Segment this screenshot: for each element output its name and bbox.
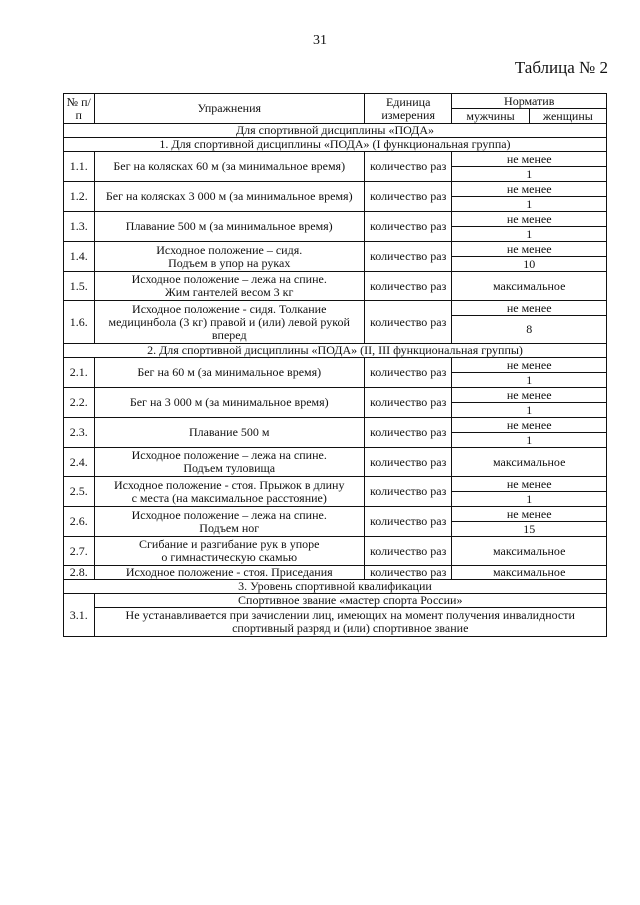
row-num: 1.3.	[64, 212, 95, 242]
row-num: 1.6.	[64, 301, 95, 344]
row-norm-top: не менее	[452, 301, 607, 316]
table-row	[64, 242, 607, 257]
rank-subtitle: Спортивное звание «мастер спорта России»	[94, 594, 607, 608]
row-norm-top: не менее	[452, 418, 607, 433]
row-norm-value: 1	[452, 492, 607, 507]
row-unit: количество раз	[364, 388, 451, 418]
table-row	[64, 418, 607, 433]
table-row	[64, 388, 607, 403]
table-row	[64, 507, 607, 522]
discipline-title: Для спортивной дисциплины «ПОДА»	[64, 124, 607, 138]
row-num: 1.1.	[64, 152, 95, 182]
row-norm-value: 1	[452, 197, 607, 212]
row-num: 2.2.	[64, 388, 95, 418]
row-norm-value: 1	[452, 167, 607, 182]
row-unit: количество раз	[364, 182, 451, 212]
row-num: 2.5.	[64, 477, 95, 507]
row-num: 2.7.	[64, 537, 95, 566]
table-row	[64, 152, 607, 167]
row-norm-top: не менее	[452, 358, 607, 373]
row-exercise: Бег на 3 000 м (за минимальное время)	[94, 388, 364, 418]
row-exercise: Бег на 60 м (за минимальное время)	[94, 358, 364, 388]
section-title: 2. Для спортивной дисциплины «ПОДА» (II, III функциональная группы)	[64, 344, 607, 358]
row-unit: количество раз	[364, 212, 451, 242]
row-exercise: Исходное положение – лежа на спине. Подъем ног	[94, 507, 364, 537]
row-exercise: Бег на колясках 60 м (за минимальное время)	[94, 152, 364, 182]
row-num: 2.1.	[64, 358, 95, 388]
row-norm-value: 10	[452, 257, 607, 272]
row-unit: количество раз	[364, 301, 451, 344]
row-norm: максимальное	[452, 272, 607, 301]
row-norm: максимальное	[452, 448, 607, 477]
table-row	[64, 272, 607, 301]
table-title: Таблица № 2	[514, 58, 608, 77]
row-unit: количество раз	[364, 358, 451, 388]
table-row	[64, 566, 607, 580]
header-norm: Норматив	[452, 94, 607, 109]
page-number: 31	[313, 33, 327, 48]
section-title: 1. Для спортивной дисциплины «ПОДА» (I функциональная группа)	[64, 138, 607, 152]
row-exercise: Исходное положение – лежа на спине. Подъем туловища	[94, 448, 364, 477]
table-row	[64, 301, 607, 316]
row-norm-top: не менее	[452, 182, 607, 197]
table-row	[64, 182, 607, 197]
row-norm-value: 8	[452, 316, 607, 344]
table-row	[64, 537, 607, 566]
row-exercise: Исходное положение - стоя. Прыжок в длину с места (на максимальное расстояние)	[94, 477, 364, 507]
row-norm-top: не менее	[452, 388, 607, 403]
row-unit: количество раз	[364, 566, 451, 580]
row-exercise: Бег на колясках 3 000 м (за минимальное время)	[94, 182, 364, 212]
header-exercise: Упражнения	[94, 94, 364, 124]
row-num: 1.2.	[64, 182, 95, 212]
row-unit: количество раз	[364, 477, 451, 507]
row-unit: количество раз	[364, 448, 451, 477]
row-norm-top: не менее	[452, 212, 607, 227]
row-exercise: Сгибание и разгибание рук в упоре о гимнастическую скамью	[94, 537, 364, 566]
table-row	[64, 594, 607, 608]
row-exercise: Исходное положение – сидя. Подъем в упор на руках	[94, 242, 364, 272]
row-unit: количество раз	[364, 537, 451, 566]
row-num: 2.4.	[64, 448, 95, 477]
row-norm-value: 15	[452, 522, 607, 537]
row-exercise: Плавание 500 м (за минимальное время)	[94, 212, 364, 242]
row-num: 1.4.	[64, 242, 95, 272]
row-exercise: Исходное положение – лежа на спине. Жим гантелей весом 3 кг	[94, 272, 364, 301]
row-norm: максимальное	[452, 537, 607, 566]
row-exercise: Плавание 500 м	[94, 418, 364, 448]
row-unit: количество раз	[364, 418, 451, 448]
row-norm-value: 1	[452, 373, 607, 388]
row-num: 3.1.	[64, 594, 95, 637]
header-num: № п/п	[64, 94, 95, 124]
table-row	[64, 212, 607, 227]
header-women: женщины	[529, 109, 606, 124]
rank-text: Не устанавливается при зачислении лиц, имеющих на момент получения инвалидности спортивный разряд и (или) спортивное звание	[94, 608, 607, 637]
row-exercise: Исходное положение - сидя. Толкание медицинбола (3 кг) правой и (или) левой рукой вперед	[94, 301, 364, 344]
row-norm-value: 1	[452, 227, 607, 242]
header-men: мужчины	[452, 109, 529, 124]
row-unit: количество раз	[364, 242, 451, 272]
row-num: 2.8.	[64, 566, 95, 580]
row-norm-top: не менее	[452, 242, 607, 257]
row-num: 1.5.	[64, 272, 95, 301]
row-norm-top: не менее	[452, 507, 607, 522]
row-norm-value: 1	[452, 403, 607, 418]
table-row	[64, 477, 607, 492]
row-num: 2.3.	[64, 418, 95, 448]
row-norm: максимальное	[452, 566, 607, 580]
table-row	[64, 358, 607, 373]
table-row	[64, 448, 607, 477]
row-unit: количество раз	[364, 507, 451, 537]
row-unit: количество раз	[364, 152, 451, 182]
norms-table	[63, 93, 607, 637]
row-norm-top: не менее	[452, 477, 607, 492]
row-exercise: Исходное положение - стоя. Приседания	[94, 566, 364, 580]
row-num: 2.6.	[64, 507, 95, 537]
section-title: 3. Уровень спортивной квалификации	[64, 580, 607, 594]
row-norm-top: не менее	[452, 152, 607, 167]
row-norm-value: 1	[452, 433, 607, 448]
header-unit: Единица измерения	[364, 94, 451, 124]
row-unit: количество раз	[364, 272, 451, 301]
